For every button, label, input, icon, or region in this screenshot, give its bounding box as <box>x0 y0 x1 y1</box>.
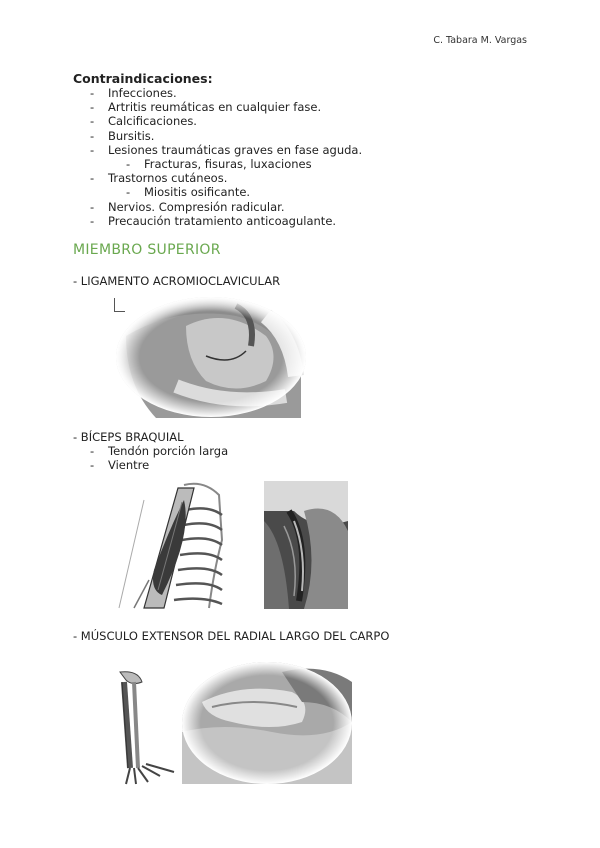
sub-list-item: - Miositis osificante. <box>126 185 251 200</box>
extensor-photo <box>182 662 352 784</box>
biceps-heading: - BÍCEPS BRAQUIAL <box>73 430 184 444</box>
list-item: - Precaución tratamiento anticoagulante. <box>90 213 337 228</box>
list-item: - Calcificaciones. <box>90 114 197 129</box>
list-item: - Tendón porción larga <box>90 444 229 458</box>
author-header: C. Tabara M. Vargas <box>433 35 527 46</box>
list-item: - Vientre <box>90 458 150 473</box>
extensor-illustration <box>108 668 180 786</box>
list-item: - Trastornos cutáneos. <box>90 171 228 186</box>
sub-list-item: - Fracturas, fisuras, luxaciones <box>126 157 312 172</box>
section-title: MIEMBRO SUPERIOR <box>73 242 221 258</box>
list-item: - Artritis reumáticas en cualquier fase. <box>90 100 322 115</box>
list-item: - Bursitis. <box>90 128 155 143</box>
extensor-heading: - MÚSCULO EXTENSOR DEL RADIAL LARGO DEL CARPO <box>73 629 390 643</box>
biceps-illustration <box>114 480 226 610</box>
list-item: - Nervios. Compresión radicular. <box>90 199 285 214</box>
list-item: - Infecciones. <box>90 86 177 100</box>
acromioclavicular-photo <box>116 296 306 418</box>
list-item: - Lesiones traumáticas graves en fase aguda. <box>90 142 363 157</box>
biceps-list <box>90 444 229 473</box>
ligament-heading: - LIGAMENTO ACROMIOCLAVICULAR <box>73 274 281 288</box>
contraindications-title: Contraindicaciones: <box>73 71 213 86</box>
biceps-photo <box>264 481 348 609</box>
contraindications-list <box>90 86 363 228</box>
